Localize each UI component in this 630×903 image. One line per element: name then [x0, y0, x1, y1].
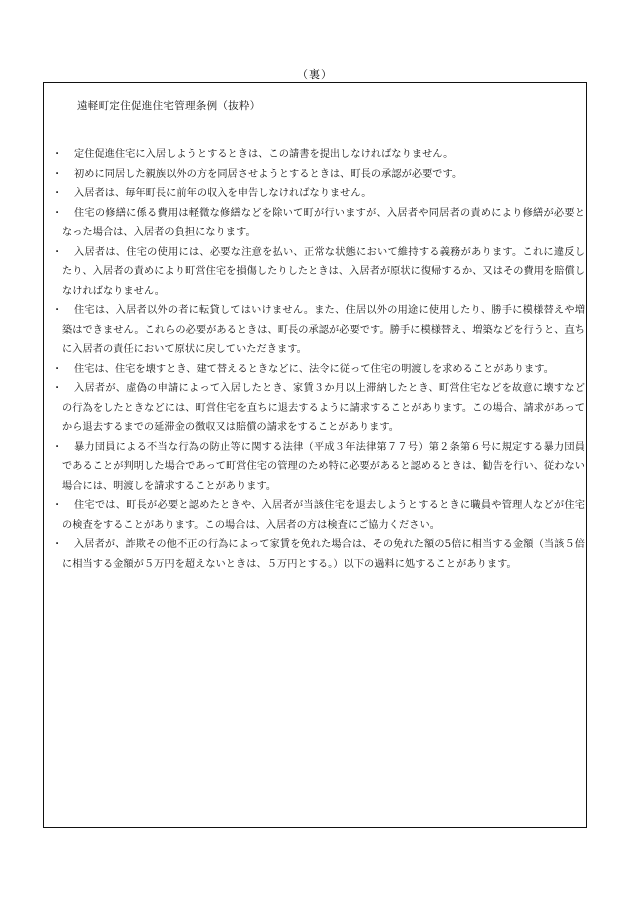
bullet-icon: ・ [52, 441, 63, 453]
regulation-list [52, 145, 585, 574]
list-item [52, 184, 585, 204]
page-side-label: （裏） [297, 68, 333, 81]
list-item-text: 住宅は、入居者以外の者に転貸してはいけません。また、住居以外の用途に使用したり、勝手に模様替えや増築はできません。これらの必要があるときは、町長の承認が必要です。勝手に模様替え、増築などを行うと、直ちに入居者の責任において原状に戻していただきます。 [62, 305, 585, 355]
list-item [52, 204, 585, 243]
document-title: 遠軽町定住促進住宅管理条例（抜粋） [77, 100, 261, 112]
list-item-text: 入居者が、虚偽の申請によって入居したとき、家賃３か月以上滞納したとき、町営住宅などを故意に壊すなどの行為をしたときなどには、町営住宅を直ちに退去するように請求することがあります。この場合、請求があってから退去するまでの延滞金の徴収又は賠償の請求をすることがあります。 [62, 383, 585, 433]
list-item [52, 145, 585, 165]
list-item [52, 301, 585, 360]
list-item-text: 住宅では、町長が必要と認めたときや、入居者が当該住宅を退去しようとするときに職員や管理人などが住宅の検査をすることがあります。この場合は、入居者の方は検査にご協力ください。 [62, 500, 585, 531]
list-item-text: 定住促進住宅に入居しようとするときは、この請書を提出しなければなりません。 [74, 149, 454, 160]
bullet-icon: ・ [52, 149, 63, 160]
list-item [52, 496, 585, 535]
bullet-icon: ・ [52, 188, 63, 199]
bullet-icon: ・ [52, 207, 63, 219]
list-item-text: 初めに同居した親族以外の方を同居させようとするときは、町長の承認が必要です。 [74, 168, 463, 180]
list-item-text: 住宅の修繕に係る費用は軽微な修繕などを除いて町が行いますが、入居者や同居者の責めにより修繕が必要となった場合は、入居者の負担になります。 [62, 207, 585, 238]
list-item-text: 入居者は、毎年町長に前年の収入を申告しなければなりません。 [74, 188, 372, 199]
bullet-icon: ・ [52, 539, 63, 550]
bullet-icon: ・ [52, 246, 63, 258]
list-item-text: 暴力団員による不当な行為の防止等に関する法律（平成３年法律第７７号）第２条第６号に規定する暴力団員であることが判明した場合であって町営住宅の管理のため特に必要があると認めるときは、勧告を行い、従わない場合には、明渡しを請求することがあります。 [62, 441, 585, 492]
list-item [52, 165, 585, 185]
bullet-icon: ・ [52, 168, 63, 180]
bullet-icon: ・ [52, 363, 63, 375]
list-item [52, 535, 585, 574]
list-item-text: 入居者は、住宅の使用には、必要な注意を払い、正常な状態において維持する義務があります。これに違反したり、入居者の責めにより町営住宅を損傷したりしたときは、入居者が原状に復帰するか、又はその費用を賠償しなければなりません。 [62, 246, 585, 297]
list-item [52, 379, 585, 438]
list-item [52, 438, 585, 497]
list-item-text: 住宅は、住宅を壊すとき、建て替えるときなどに、法令に従って住宅の明渡しを求めることがあります。 [74, 363, 554, 375]
list-item-text: 入居者が、詐欺その他不正の行為によって家賃を免れた場合は、その免れた額の5倍に相当する金額（当該５倍に相当する金額が５万円を超えないときは、５万円とする。）以下の過料に処することがあります。 [62, 539, 585, 570]
bullet-icon: ・ [52, 500, 63, 511]
list-item [52, 360, 585, 380]
bullet-icon: ・ [52, 305, 63, 316]
bullet-icon: ・ [52, 383, 63, 394]
list-item [52, 243, 585, 302]
